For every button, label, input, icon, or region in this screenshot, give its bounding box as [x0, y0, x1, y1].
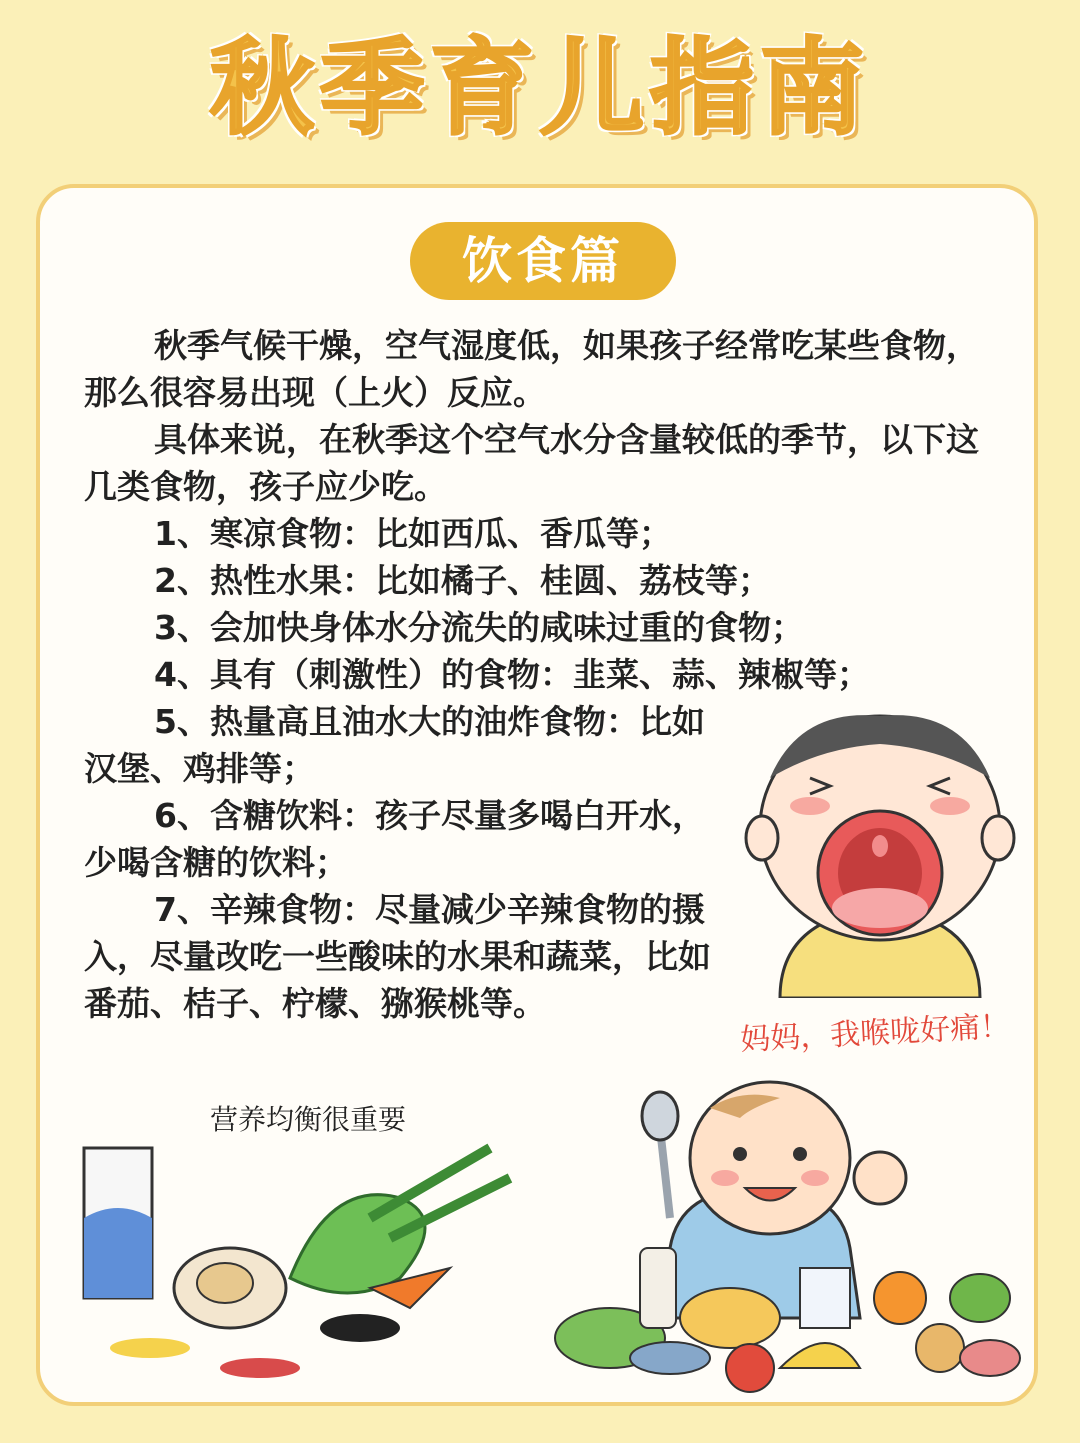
list-item: 3、会加快身体水分流失的咸味过重的食物；	[154, 608, 804, 647]
page-title: 秋季育儿指南	[209, 27, 870, 149]
list-item: 1、寒凉食物：比如西瓜、香瓜等；	[154, 514, 672, 553]
crying-child-caption: 妈妈，我喉咙好痛！	[739, 1008, 1011, 1059]
balanced-food-caption: 营养均衡很重要	[210, 1103, 407, 1136]
list-item: 6、含糖饮料：孩子尽量多喝白开水，少喝含糖的饮料；	[84, 796, 705, 882]
baby-with-food-illustration	[540, 1068, 1030, 1398]
list-item: 2、热性水果：比如橘子、桂圆、荔枝等；	[154, 561, 771, 600]
list-item: 5、热量高且油水大的油炸食物：比如汉堡、鸡排等；	[84, 702, 705, 788]
section-label: 饮食篇	[410, 222, 676, 300]
food-group-illustration	[70, 1138, 540, 1388]
list-item: 7、辛辣食物：尽量减少辛辣食物的摄入，尽量改吃一些酸味的水果和蔬菜，比如番茄、桔子、柠檬、猕猴桃等。	[84, 890, 711, 1023]
list-item: 4、具有（刺激性）的食物：韭菜、蒜、辣椒等；	[154, 655, 870, 694]
paragraph-intro: 秋季气候干燥，空气湿度低，如果孩子经常吃某些食物，那么很容易出现（上火）反应。	[84, 326, 979, 412]
paragraph-detail: 具体来说，在秋季这个空气水分含量较低的季节，以下这几类食物，孩子应少吃。	[84, 420, 979, 506]
content-card	[36, 184, 1038, 1406]
crying-child-illustration	[740, 708, 1020, 998]
